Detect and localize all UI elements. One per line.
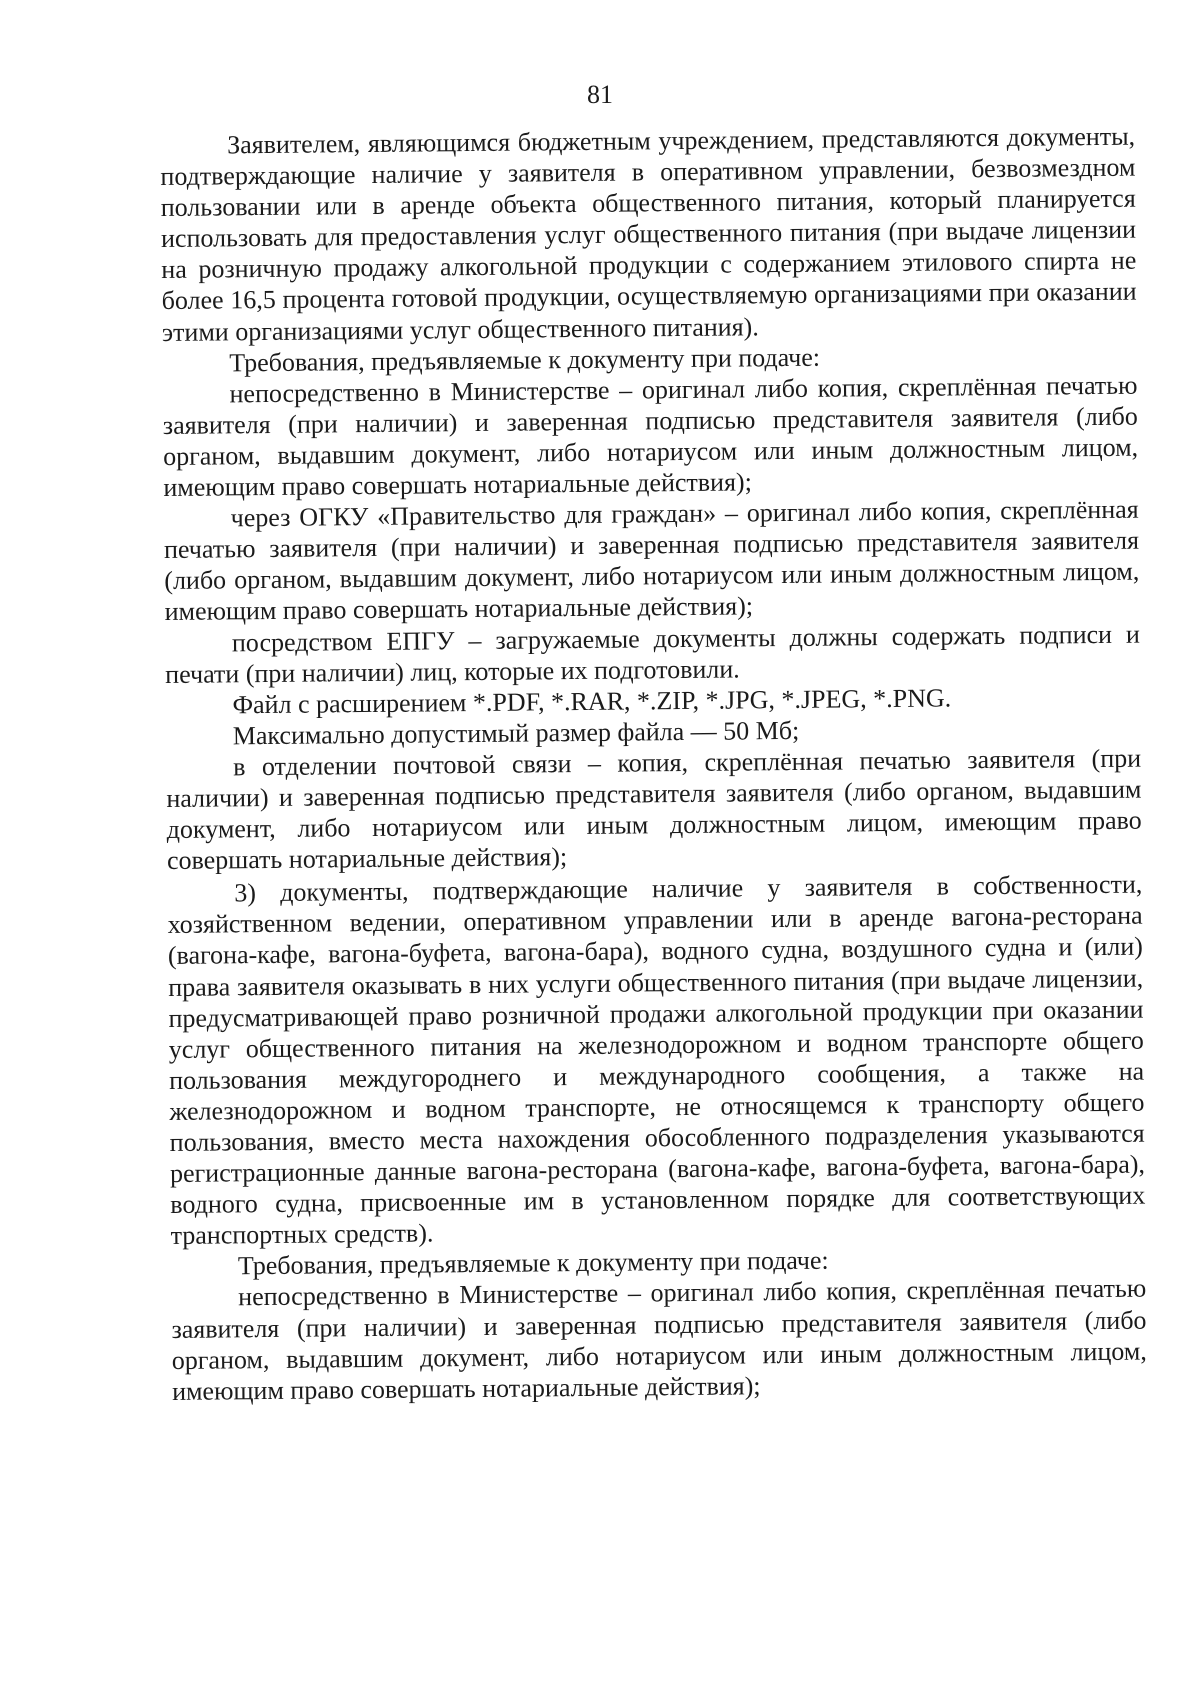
paragraph-submission-post-office: в отделении почтовой связи – копия, скреплённая печатью заявителя (при наличии) и заверенная подписью представителя заявителя (либо органом, выдавшим документ, либо нотариусом или иным должностным лицом, имеющим право совершать нотариальные действия); xyxy=(166,743,1142,876)
paragraph-requirements-heading: Требования, предъявляемые к документу при подаче: xyxy=(229,342,821,378)
paragraph-submission-epgu: посредством ЕПГУ – загружаемые документы должны содержать подписи и печати (при наличии) лиц, которые их подготовили. xyxy=(165,619,1141,689)
page-number: 81 xyxy=(587,80,613,109)
paragraph-budget-institution-documents: Заявителем, являющимся бюджетным учреждением, представляются документы, подтверждающие наличие у заявителя в оперативном управлении, безвозмездном пользовании или в аренде объекта общественного питания, который планируется использовать для предоставления услуг общественного питания (при выдаче лицензии на розничную продажу алкогольной продукции с содержанием этилового спирта не более 16,5 процента готовой продукции, осуществляемую организациями при оказании этими организациями услуг общественного питания). xyxy=(160,121,1137,347)
paragraph-submission-ministry-2: непосредственно в Министерстве – оригинал либо копия, скреплённая печатью заявителя (при наличии) и заверенная подписью представителя заявителя (либо органом, выдавшим документ, либо нотариусом или иным должностным лицом, имеющим право совершать нотариальные действия); xyxy=(171,1274,1147,1406)
paragraph-file-extensions: Файл с расширением *.PDF, *.RAR, *.ZIP, *.JPG, *.JPEG, *.PNG. xyxy=(232,683,952,720)
paragraph-submission-ministry: непосредственно в Министерстве – оригинал либо копия, скреплённая печатью заявителя (при наличии) и заверенная подписью представителя заявителя (либо органом, выдавшим документ, либо нотариусом или иным должностным лицом, имеющим право совершать нотариальные действия); xyxy=(162,370,1139,503)
paragraph-max-file-size: Максимально допустимый размер файла — 50 Мб; xyxy=(232,715,800,751)
paragraph-submission-ogku: через ОГКУ «Правительство для граждан» – оригинал либо копия, скреплённая печатью заявителя (при наличии) и заверенная подписью представителя заявителя (либо органом, выдавшим документ, либо нотариусом или иным должностным лицом, имеющим право совершать нотариальные действия); xyxy=(163,494,1140,627)
paragraph-item-3-transport-documents: 3) документы, подтверждающие наличие у заявителя в собственности, хозяйственном ведении, оперативном управлении или в аренде вагона-ресторана (вагона-кафе, вагона-буфета, вагона-бара), водного судна, воздушного судна и (или) права заявителя оказывать в них услуги общественного питания (при выдаче лицензии, предусматривающей право розничной продажи алкогольной продукции при оказании услуг общественного питания на железнодорожном и водном транспорте общего пользования междугороднего и международного сообщения, а также на железнодорожном и водном транспорте, не относящемся к транспорту общего пользования, вместо места нахождения обособленного подразделения указываются регистрационные данные вагона-ресторана (вагона-кафе, вагона-буфета, вагона-бара), водного судна, присвоенные им в установленном порядке для соответствующих транспортных средств). xyxy=(167,869,1146,1251)
document-body xyxy=(160,121,1147,1407)
paragraph-requirements-heading-2: Требования, предъявляемые к документу при подаче: xyxy=(237,1246,829,1281)
